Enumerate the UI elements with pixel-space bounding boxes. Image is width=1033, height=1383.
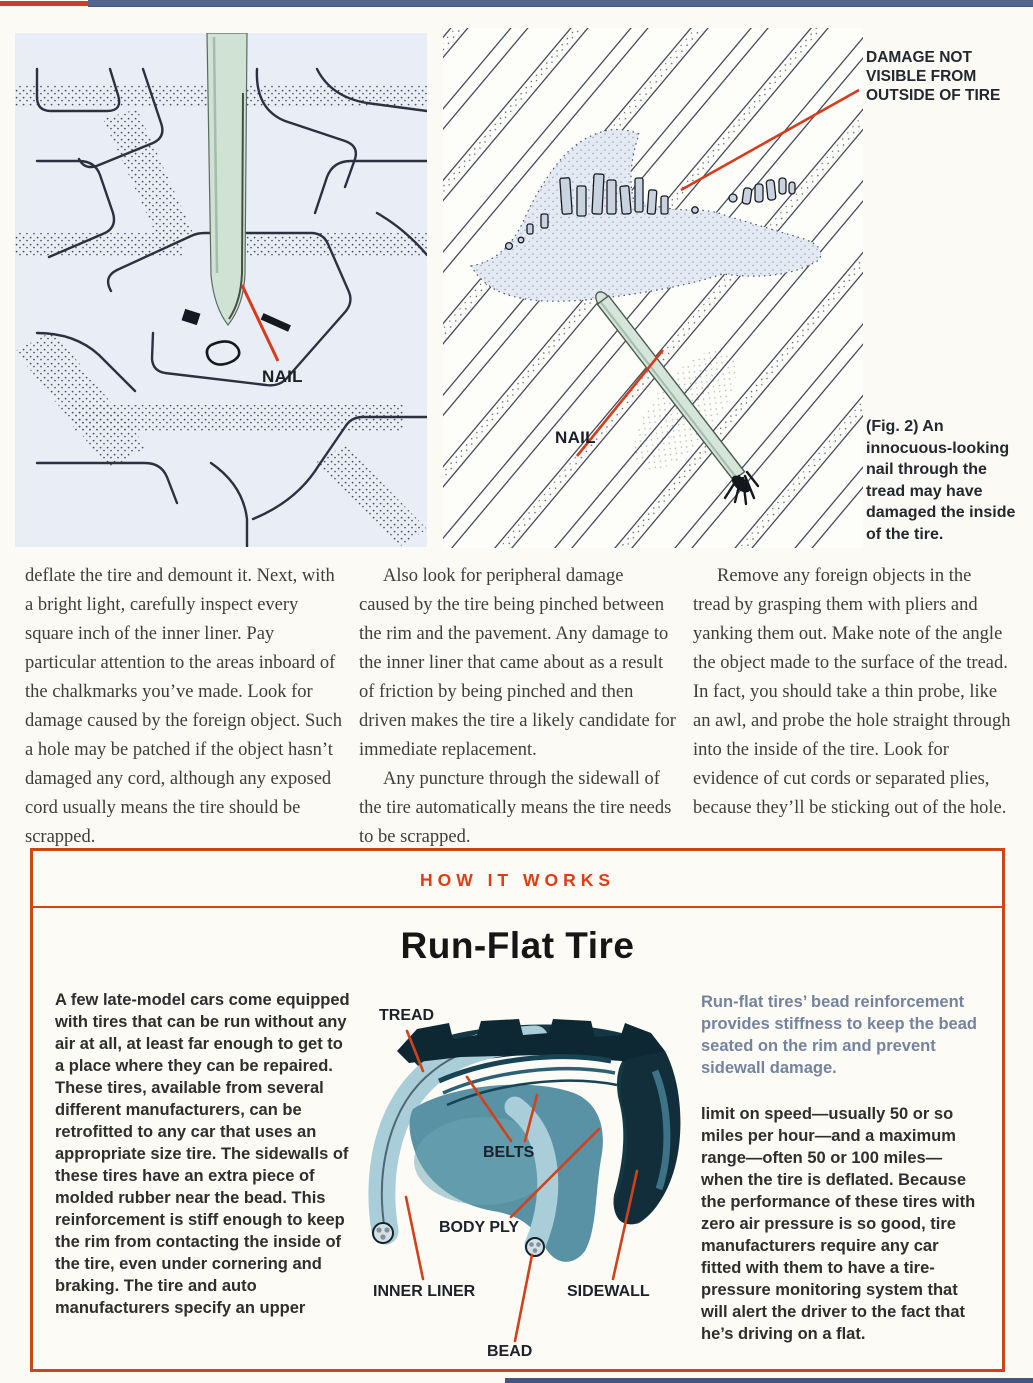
sidewall-label: SIDEWALL bbox=[567, 1283, 650, 1300]
figure-tread-top-view bbox=[15, 33, 427, 547]
paragraph: Any puncture through the sidewall of the tire automatically means the tire needs to be scrapped. bbox=[359, 769, 672, 847]
damage-annotation: DAMAGE NOT VISIBLE FROM OUTSIDE OF TIRE bbox=[866, 49, 1001, 104]
bead-reinforcement-caption: Run-flat tires’ bead reinforcement provides stiffness to keep the bead seated on the rim and prevent sidewall damage. bbox=[701, 993, 977, 1077]
tire-cutaway-illustration bbox=[359, 989, 689, 1383]
run-flat-tire-title: Run-Flat Tire bbox=[400, 925, 635, 966]
tread-pattern-illustration bbox=[15, 33, 427, 547]
how-it-works-kicker: HOW IT WORKS bbox=[419, 870, 616, 890]
run-flat-continuation-text: limit on speed—usually 50 or so miles per hour—and a maximum range—often 50 or 100 miles—when the tire is deflated. Because the performance of these tires with zero air pressure is so good, tire manufacturers require any car fitted with them to have a tire-pressure monitoring system that will alert the driver to the fact that he’s driving on a flat. bbox=[701, 1105, 976, 1343]
top-rule-red-segment bbox=[0, 1, 88, 6]
fig1-nail-label: NAIL bbox=[262, 367, 303, 386]
figure-inner-liner-view bbox=[443, 28, 863, 548]
how-it-works-columns bbox=[33, 989, 1002, 1383]
paragraph: Remove any foreign objects in the tread by grasping them with pliers and yanking them out. Make note of the angle the object made to the surface of the tread. In fact, you should take a thin probe, like an awl, and probe the hole straight through into the inside of the tire. Look for evidence of cut cords or separated plies, because they’ll be sticking out of the hole. bbox=[693, 566, 1011, 818]
top-rule-blue-bar bbox=[88, 0, 1033, 7]
fig2-caption: (Fig. 2) An innocuous-looking nail through the tread may have damaged the inside of the tire. bbox=[866, 418, 1016, 543]
body-ply-label: BODY PLY bbox=[439, 1219, 520, 1236]
how-it-works-box bbox=[30, 848, 1005, 1372]
bead-label: BEAD bbox=[487, 1343, 533, 1360]
paragraph: Also look for peripheral damage caused by the tire being pinched between the rim and the pavement. Any damage to the inner liner that came about as a result of friction by being pinched and then driven makes the tire a likely candidate for immediate replacement. bbox=[359, 566, 676, 760]
page-bottom-rule bbox=[505, 1378, 1033, 1383]
run-flat-intro-text: A few late-model cars come equipped with tires that can be run without any air at all, at least far enough to get to a place where they can be repaired. These tires, available from several different manufacturers, can be retrofitted to any car that uses an appropriate size tire. The sidewalls of these tires have an extra piece of molded rubber near the bead. This reinforcement is stiff enough to keep the rim from contacting the inside of the tire, even under cornering and braking. The tire and auto manufacturers specify an upper bbox=[55, 991, 350, 1317]
kicker-divider-rule bbox=[33, 906, 1002, 908]
body-column-3 bbox=[693, 562, 1011, 852]
fig2-nail-label: NAIL bbox=[555, 428, 596, 447]
belts-label: BELTS bbox=[483, 1144, 535, 1161]
nail-graphic bbox=[207, 33, 247, 325]
page-top-rule bbox=[0, 0, 1033, 7]
tread-label: TREAD bbox=[379, 1007, 435, 1024]
paragraph: deflate the tire and demount it. Next, with a bright light, carefully inspect every square inch of the inner liner. Pay particular attention to the areas inboard of the chalkmarks you’ve made. Look for damage caused by the foreign object. Such a hole may be patched if the object hasn’t damaged any cord, although any exposed cord usually means the tire should be scrapped. bbox=[25, 566, 342, 847]
damage-leader-line bbox=[681, 90, 859, 190]
inner-liner-label: INNER LINER bbox=[373, 1283, 476, 1300]
article-body bbox=[25, 562, 1011, 852]
body-column-2 bbox=[359, 562, 677, 852]
tire-cutaway-diagram bbox=[359, 989, 689, 1383]
inner-liner-illustration bbox=[443, 28, 863, 548]
body-column-1 bbox=[25, 562, 343, 852]
nail-graphic bbox=[593, 289, 758, 504]
run-flat-right-column bbox=[693, 989, 980, 1383]
